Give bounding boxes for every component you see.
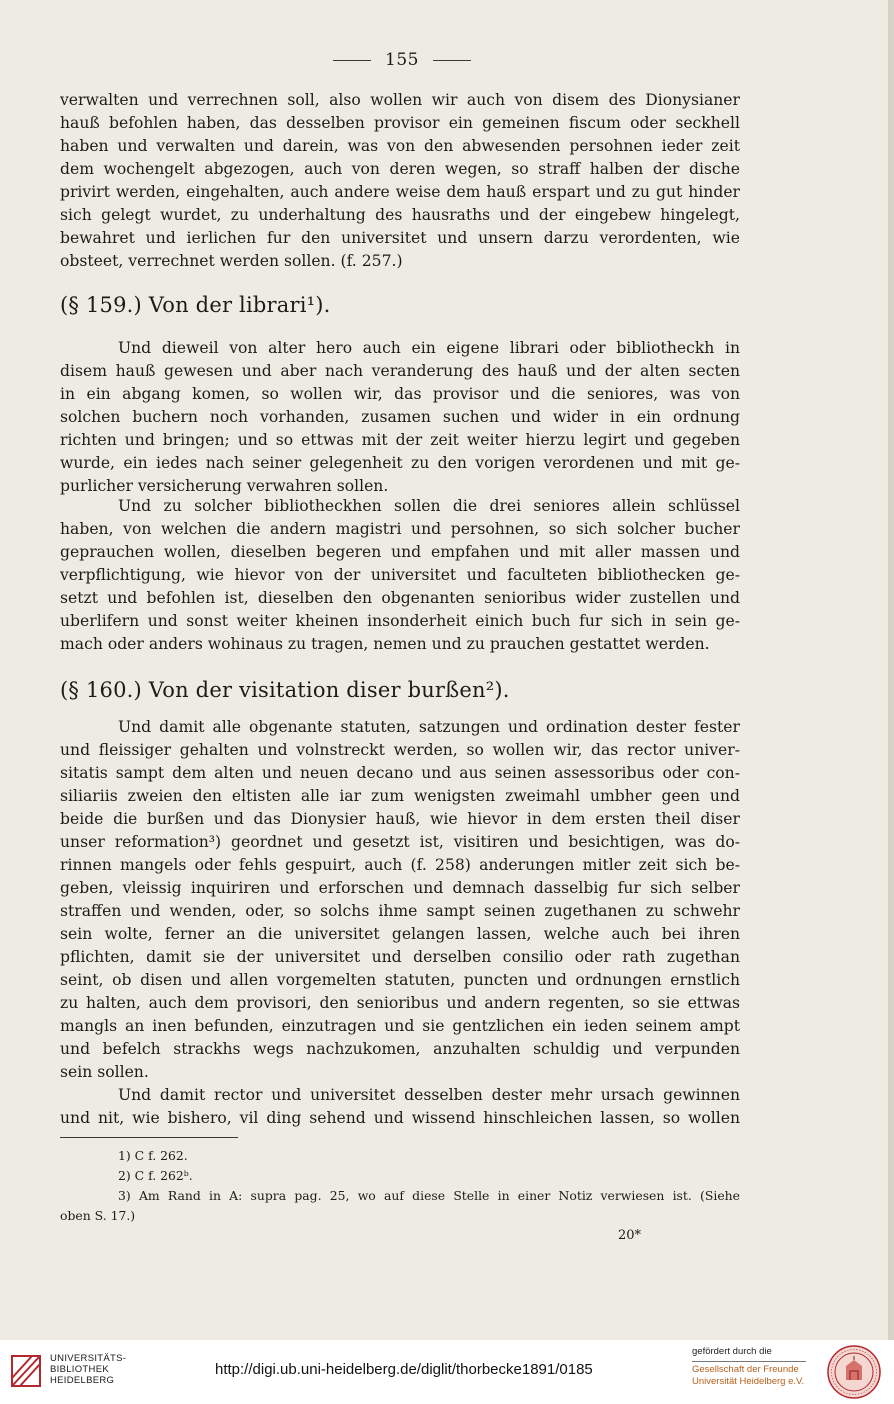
section-heading-159: (§ 159.) Von der librari¹). (60, 293, 331, 317)
text-line: unser reformation³) geordnet und gesetzt ist, visitiren und besichtigen, was do- (60, 833, 740, 851)
text-line: setzt und befohlen ist, dieselben den obgenanten senioribus wider zustellen und (60, 589, 740, 607)
text-line: privirt werden, eingehalten, auch andere weise dem hauß erspart und zu gut hinder (60, 183, 740, 201)
text-line: Und damit alle obgenante statuten, satzungen und ordination dester fester (118, 718, 740, 736)
text-line: und nit, wie bishero, vil ding sehend und wissend hinschleichen lassen, so wollen (60, 1109, 740, 1127)
text-line: purlicher versicherung verwahren sollen. (60, 477, 389, 495)
text-line: Und damit rector und universitet desselben dester mehr ursach gewinnen (118, 1086, 740, 1104)
scan-edge (888, 0, 892, 1340)
text-line: siliariis zweien den eltisten alle iar zum wenigsten zweimahl umbher geen und (60, 787, 740, 805)
university-library-logo-icon (10, 1350, 42, 1390)
text-line: mangls an inen befunden, einzutragen und sie gentzlichen ein ieden seinem ampt (60, 1017, 740, 1035)
text-line: in ein abgang komen, so wollen wir, das provisor und die seniores, was von (60, 385, 740, 403)
text-line: zu halten, auch dem provisori, den senioribus und andern regenten, so sie ettwas (60, 994, 740, 1012)
text-line: seint, ob disen und allen vorgemelten statuten, puncten und ordnungen ernstlich (60, 971, 740, 989)
text-line: und befelch strackhs wegs nachzukomen, anzuhalten schuldig und verpunden (60, 1040, 740, 1058)
library-name-line-2: BIBLIOTHEK (50, 1364, 109, 1375)
text-line: sein wolte, ferner an die universitet gelangen lassen, welche auch bei ihren (60, 925, 740, 943)
footnote-rule (60, 1137, 238, 1138)
permalink-url[interactable]: http://digi.ub.uni-heidelberg.de/diglit/thorbecke1891/0185 (215, 1361, 593, 1378)
footnote-2: 2) C f. 262ᵇ. (118, 1168, 193, 1183)
text-line: rinnen mangels oder fehls gespuirt, auch (f. 258) anderungen mitler zeit sich be- (60, 856, 740, 874)
text-line: uberlifern und sonst weiter kheinen insonderheit einich buch fur sich in sein ge- (60, 612, 740, 630)
footnote-1: 1) C f. 262. (118, 1148, 188, 1163)
page-number (0, 50, 804, 70)
footnote-3-continued: oben S. 17.) (60, 1208, 136, 1223)
digitization-footer (0, 1340, 894, 1404)
text-line: obsteet, verrechnet werden sollen. (f. 257.) (60, 252, 403, 270)
text-line: geben, vleissig inquiriren und erforschen und demnach dasselbig fur sich selber (60, 879, 740, 897)
society-name-line-2: Universität Heidelberg e.V. (692, 1376, 805, 1387)
text-line: mach oder anders wohinaus zu tragen, nemen und zu prauchen gestattet werden. (60, 635, 710, 653)
page-number-value: 155 (385, 50, 419, 70)
text-line: sitatis sampt dem alten und neuen decano und aus seinen assessoribus oder con- (60, 764, 740, 782)
text-line: wurde, ein iedes nach seiner gelegenheit zu den vorigen verordenen und mit ge- (60, 454, 740, 472)
society-name-line-1: Gesellschaft der Freunde (692, 1364, 799, 1375)
text-line: verwalten und verrechnen soll, also wollen wir auch von disem des Dionysianer (60, 91, 740, 109)
text-line: bewahret und ierlichen fur den universitet und unsern darzu verordenten, wie (60, 229, 740, 247)
library-name-line-3: HEIDELBERG (50, 1375, 115, 1386)
page-number-dash-left (333, 60, 371, 61)
text-line: Und dieweil von alter hero auch ein eigene librari oder bibliotheckh in (118, 339, 740, 357)
library-name-line-1: UNIVERSITÄTS- (50, 1353, 127, 1364)
text-line: pflichten, damit sie der universitet und derselben consilio oder rath zugethan (60, 948, 740, 966)
text-line: sich gelegt wurdet, zu underhaltung des hausraths und der eingebew hingelegt, (60, 206, 740, 224)
text-line: solchen buchern noch vorhanden, zusamen suchen und wider in ein ordnung (60, 408, 740, 426)
text-line: geprauchen wollen, dieselben begeren und empfahen und mit aller massen und (60, 543, 740, 561)
section-heading-160: (§ 160.) Von der visitation diser burßen²). (60, 678, 510, 702)
text-line: richten und bringen; und so ettwas mit der zeit weiter hierzu legirt und gegeben (60, 431, 740, 449)
footnote-3: 3) Am Rand in A: supra pag. 25, wo auf diese Stelle in einer Notiz verwiesen ist. (Siehe (118, 1188, 740, 1203)
university-seal-icon (826, 1344, 882, 1400)
funded-by-label: gefördert durch die (692, 1346, 772, 1357)
text-line: haben und verwalten und darein, was von den abwesenden persohnen ieder zeit (60, 137, 740, 155)
text-line: hauß befohlen haben, das desselben provisor ein gemeinen fiscum oder seckhell (60, 114, 740, 132)
text-line: dem wochengelt abgezogen, auch von deren wegen, so straff halben der dische (60, 160, 740, 178)
text-line: und fleissiger gehalten und volnstreckt werden, so wollen wir, das rector univer- (60, 741, 740, 759)
text-line: sein sollen. (60, 1063, 149, 1081)
page-number-dash-right (433, 60, 471, 61)
text-line: haben, von welchen die andern magistri und persohnen, so sich solcher bucher (60, 520, 740, 538)
funded-by-divider (692, 1361, 806, 1362)
text-line: Und zu solcher bibliotheckhen sollen die drei seniores allein schlüssel (118, 497, 740, 515)
text-line: verpflichtigung, wie hievor von der universitet und faculteten bibliothecken ge- (60, 566, 740, 584)
text-line: beide die burßen und das Dionysier hauß, wie hievor in dem ersten theil diser (60, 810, 740, 828)
text-line: straffen und wenden, oder, so solchs ihme sampt seinen zugethanen zu schwehr (60, 902, 740, 920)
text-line: disem hauß gewesen und aber nach veranderung des hauß und der alten secten (60, 362, 740, 380)
signature-mark: 20* (618, 1228, 642, 1243)
